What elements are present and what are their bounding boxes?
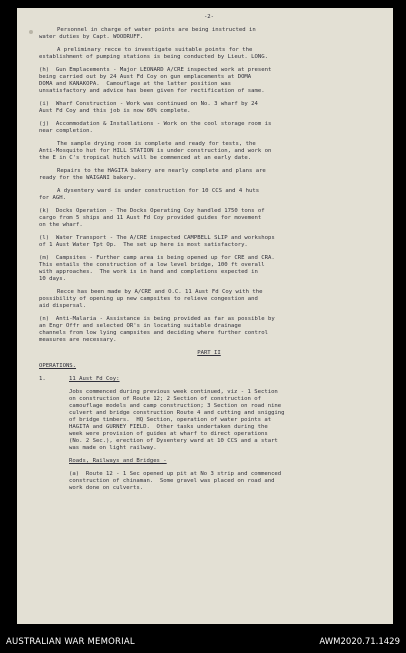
section-paragraph-line: Jobs commenced during previous week continued, viz - 1 Section — [69, 389, 278, 395]
section-paragraph-line: of bridge timbers. HQ Section, operation of water points at — [69, 417, 272, 423]
part-heading: PART II — [197, 350, 221, 356]
section-number: 1. — [39, 376, 46, 382]
institution-name: AUSTRALIAN WAR MEMORIAL — [6, 637, 135, 647]
section-paragraph-line: HAGITA and GURNEY FIELD. Other tasks undertaken during the — [69, 424, 268, 430]
paragraph-line: Recce has been made by A/CRE and O.C. 11 Aust Fd Coy with the — [57, 289, 263, 295]
paragraph-line: of 1 Aust Water Tpt Op. The set up here is most satisfactory. — [39, 242, 248, 248]
paragraph-line: This entails the construction of a low level bridge, 100 ft overall — [39, 262, 265, 268]
section-paragraph-line: week were provision of guides at wharf to direct operations — [69, 431, 268, 437]
paragraph-line: Personnel in charge of water points are being instructed in — [57, 27, 256, 33]
paragraph-line: Aust Fd Coy and this job is now 60% complete. — [39, 108, 191, 114]
paragraph-line: A dysentery ward is under construction for 10 CCS and 4 huts — [57, 188, 260, 194]
section-heading — [39, 376, 379, 383]
paragraph-line: cargo from 5 ships and 11 Aust Fd Coy provided guides for movement — [39, 215, 262, 221]
section-paragraph-line: culvert and bridge construction Route 4 and cutting and snigging — [69, 410, 285, 416]
paragraph-line: 10 days. — [39, 276, 66, 282]
document-body — [39, 14, 379, 492]
paragraph-line: establishment of pumping stations is being conducted by Lieut. LONG. — [39, 54, 269, 60]
paragraph-line: (n) Anti-Malaria - Assistance is being provided as far as possible by — [39, 316, 275, 322]
paragraph-line: (h) Gun Emplacements - Major LEONARD A/CRE inspected work at present — [39, 67, 272, 73]
paragraph-line: (l) Water Transport - The A/CRE inspected CAMPBELL SLIP and workshops — [39, 235, 275, 241]
paragraph-line: A preliminary recce to investigate suitable points for the — [57, 47, 253, 53]
paragraph-line: (m) Campsites - Further camp area is being opened up for CRE and CRA. — [39, 255, 275, 261]
paragraph-line: ready for the WAIGANI bakery. — [39, 175, 137, 181]
paragraph-line: near completion. — [39, 128, 93, 134]
document-page — [17, 8, 393, 624]
paragraph-line: on the wharf. — [39, 222, 83, 228]
footer-bar — [0, 632, 406, 653]
paragraph-line: for AGH. — [39, 195, 66, 201]
paragraph-line: (k) Docks Operation - The Docks Operating Coy handled 1750 tons of — [39, 208, 265, 214]
final-paragraph-line: work done on culverts. — [69, 485, 144, 491]
page-number: -2- — [203, 14, 215, 20]
paragraph-line: the E in C's tropical hutch will be commenced at an early date. — [39, 155, 252, 161]
section-paragraph-line: (No. 2 Sec.), erection of Dysentery ward at 10 CCS and a start — [69, 438, 278, 444]
paragraph-line: measures are necessary. — [39, 337, 117, 343]
section-title: 11 Aust Fd Coy: — [69, 376, 120, 382]
paragraph-line: Anti-Mosquito hut for HILL STATION is under construction, and work on — [39, 148, 272, 154]
paragraph-line: water duties by Capt. WOODRUFF. — [39, 34, 144, 40]
paragraph-line: possibility of opening up new campsites to relieve congestion and — [39, 296, 258, 302]
operations-heading: OPERATIONS. — [39, 363, 77, 369]
paragraph-line: channels from low lying campsites and deciding where further control — [39, 330, 269, 336]
paragraph-line: being carried out by 24 Aust Fd Coy on gun emplacements at DOMA — [39, 74, 252, 80]
paragraph-line: (j) Accommodation & Installations - Work on the cool storage room is — [39, 121, 272, 127]
accession-number: AWM2020.71.1429 — [319, 637, 400, 647]
paragraph-line: Repairs to the HAGITA bakery are nearly complete and plans are — [57, 168, 266, 174]
paragraph-line: aid dispersal. — [39, 303, 87, 309]
punch-hole-mark — [29, 30, 33, 34]
section-paragraph-line: on construction of Route 12; 2 Section of construction of — [69, 396, 261, 402]
paragraph-line: The sample drying room is complete and ready for tests, the — [57, 141, 256, 147]
paragraph-line: unsatisfactory and advice has been given for rectification of same. — [39, 88, 265, 94]
section-paragraph-line: was made on light railway. — [69, 445, 157, 451]
paragraph-line: with approaches. The work is in hand and completions expected in — [39, 269, 258, 275]
final-paragraph-line: (a) Route 12 - 1 Sec opened up pit at No 3 strip and commenced — [69, 471, 282, 477]
section-paragraph-line: camouflage models and camp construction; 3 Section on road nine — [69, 403, 282, 409]
paragraph-line: (i) Wharf Construction - Work was continued on No. 3 wharf by 24 — [39, 101, 258, 107]
paragraph-line: an Engr Offr and selected OR's in locating suitable drainage — [39, 323, 242, 329]
final-paragraph-line: construction of chinaman. Some gravel was placed on road and — [69, 478, 275, 484]
paragraph-line: DOMA and KANAKOPA. Camouflage at the latter position was — [39, 81, 231, 87]
subheading: Roads, Railways and Bridges - — [69, 458, 167, 464]
